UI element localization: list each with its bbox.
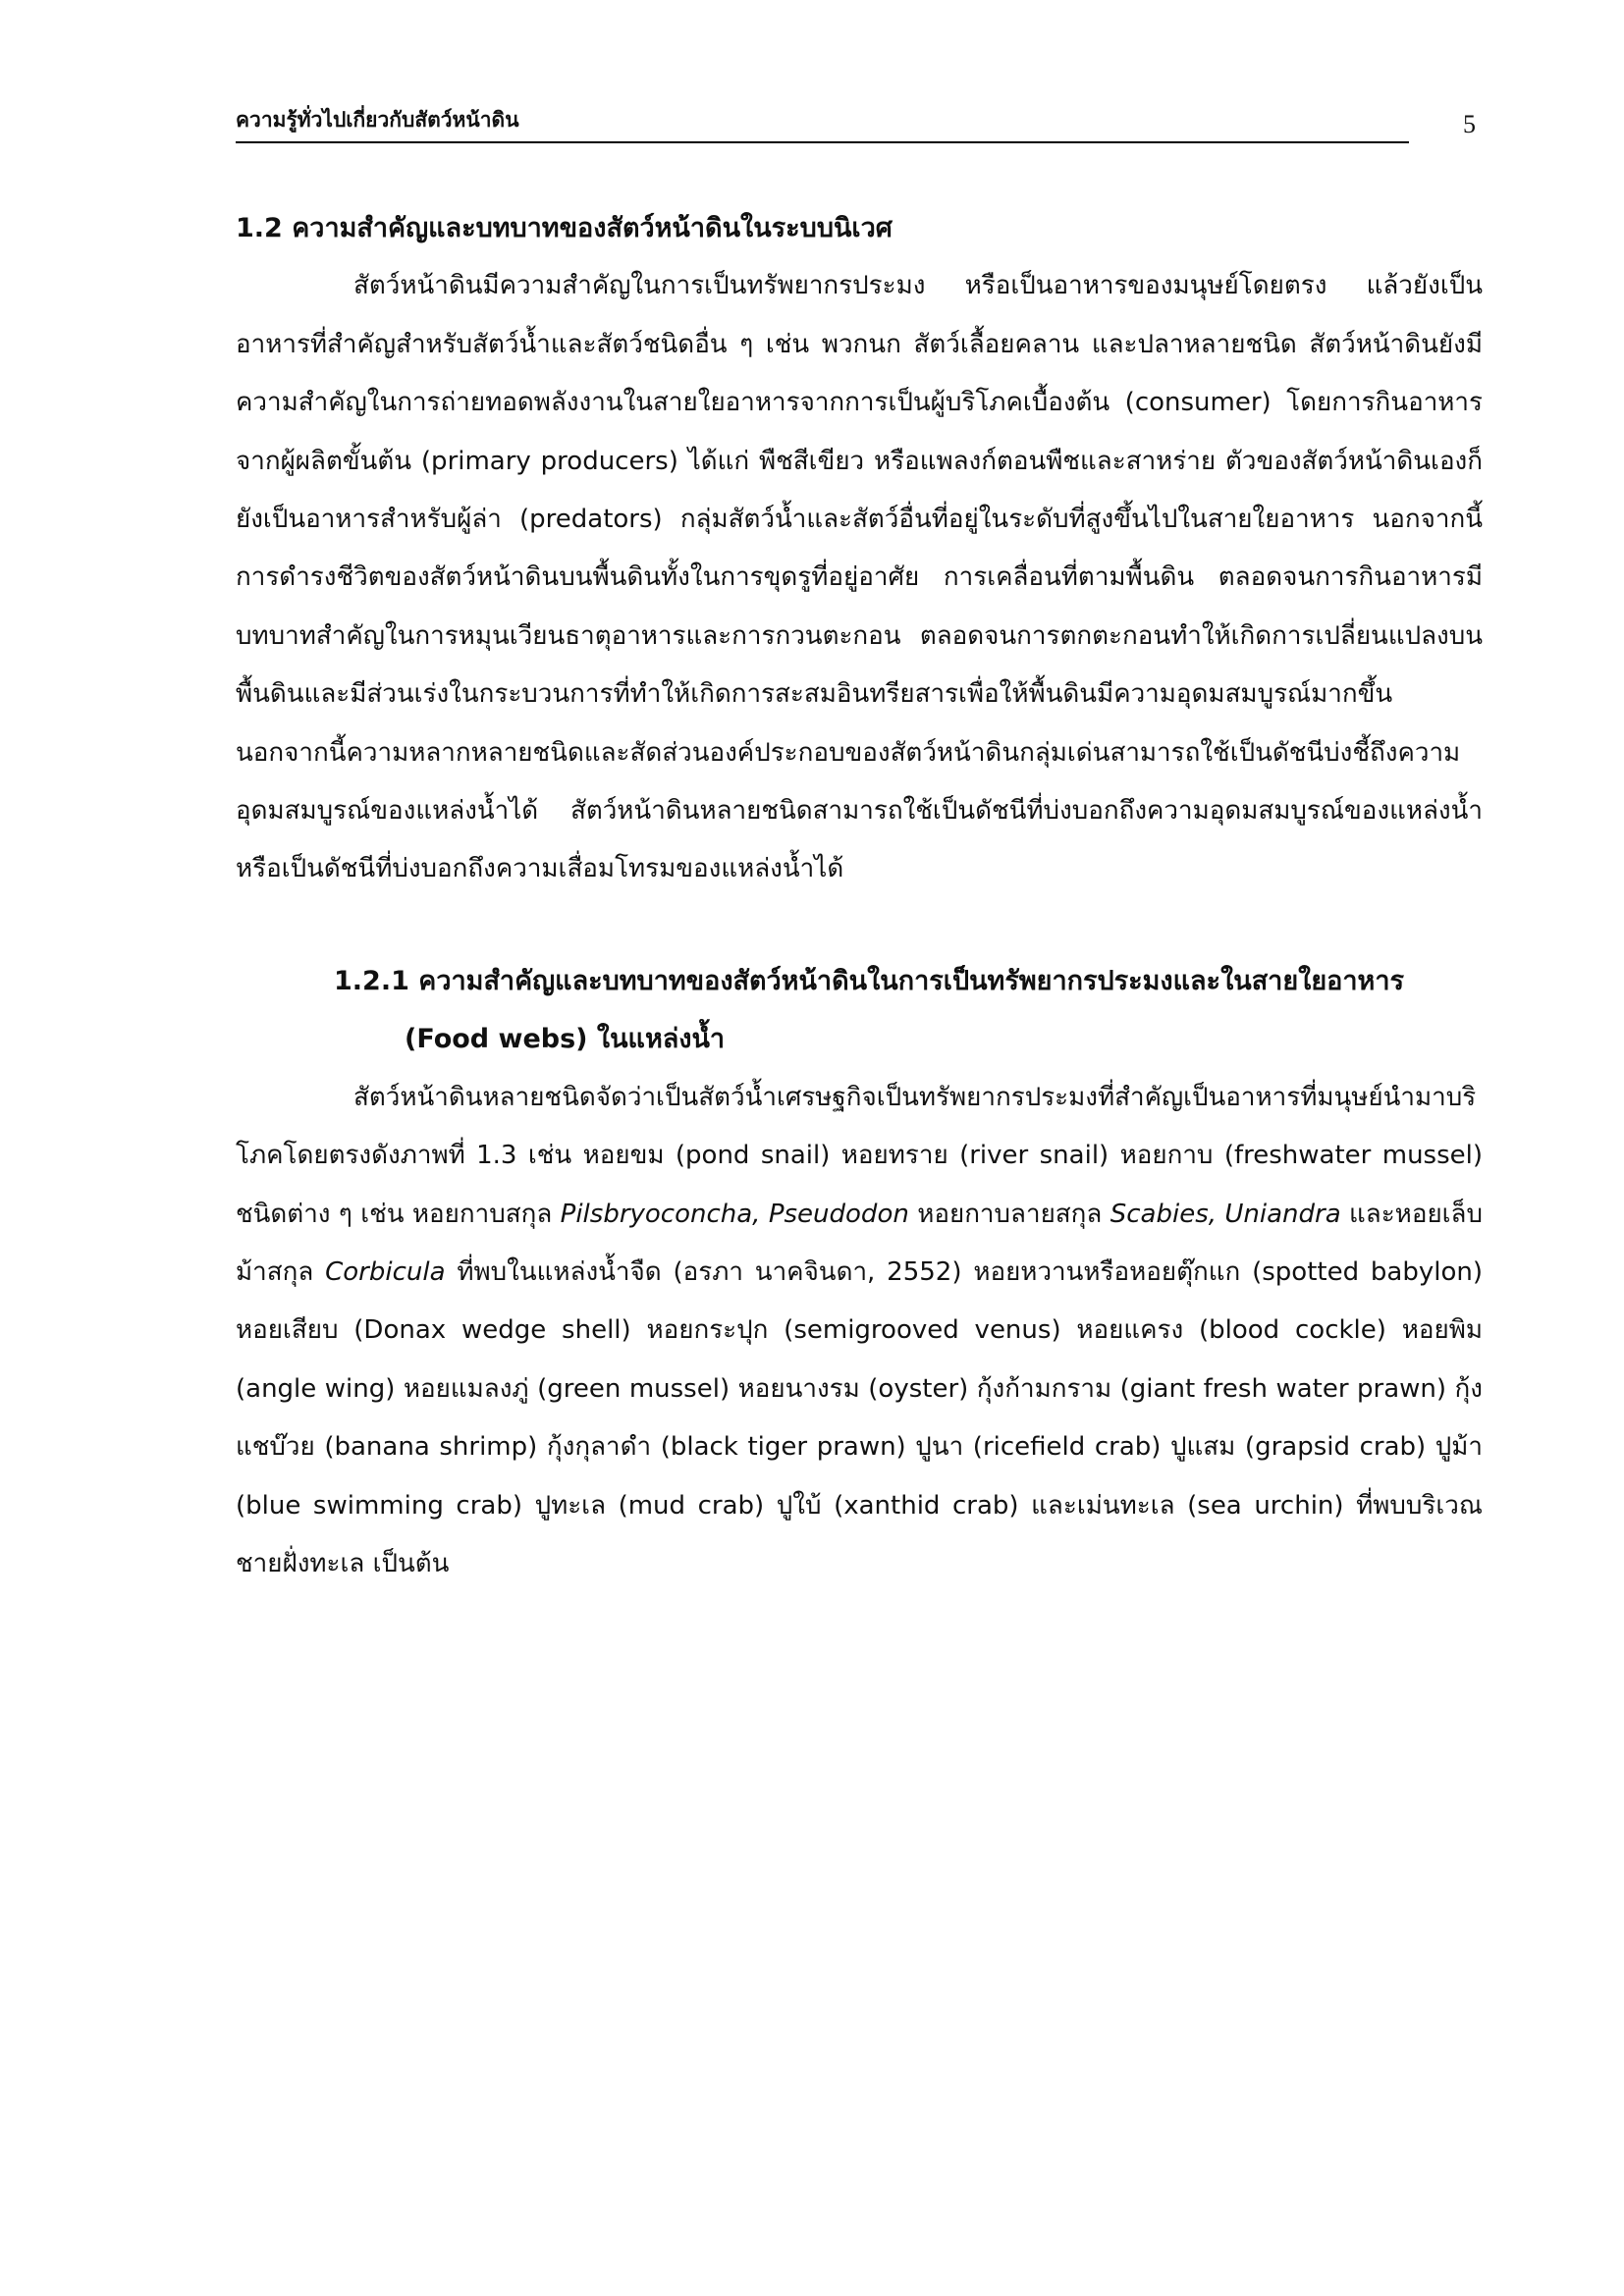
genus-names-3: Corbicula: [325, 1257, 446, 1288]
subsection-paragraph: [236, 1069, 1483, 1594]
paragraph-text-a: สัตว์หน้าดินหลายชนิดจัดว่าเป็นสัตว์น้ำเศรษฐกิจเป็นทรัพยากรประมงที่สำคัญเป็นอาหารที่มนุษย์นำมาบริโภคโดยตรงดังภาพที่ 1.3 เช่น หอยขม (pond snail) หอยทราย (river snail) หอยกาบ (freshwater mussel) ชนิดต่าง ๆ เช่น หอยกาบสกุล: [236, 1082, 1483, 1229]
paragraph-text-b: หอยกาบลายสกุล: [908, 1199, 1110, 1229]
genus-names-1: Pilsbryoconcha, Pseudodon: [560, 1199, 909, 1229]
subsection-heading: [236, 952, 1483, 1069]
subsection-heading-line-1: 1.2.1 ความสำคัญและบทบาทของสัตว์หน้าดินในการเป็นทรัพยากรประมงและในสายใยอาหาร: [334, 966, 1405, 996]
running-title: ความรู้ทั่วไปเกี่ยวกับสัตว์หน้าดิน: [236, 108, 519, 132]
running-header: [236, 98, 1409, 143]
page-number: 5: [1463, 110, 1476, 138]
section-1-2-1: [236, 952, 1483, 1593]
paragraph-text-d: ที่พบในแหล่งน้ำจืด (อรภา นาคจินดา, 2552) หอยหวานหรือหอยตุ๊กแก (spotted babylon) หอยเสียบ (Donax wedge shell) หอยกระปุก (semigrooved venus) หอยแครง (blood cockle) หอยพิม (angle wing) หอยแมลงภู่ (green mussel) หอยนางรม (oyster) กุ้งก้ามกราม (giant fresh water prawn) กุ้งแชบ๊วย (banana shrimp) กุ้งกุลาดำ (black tiger prawn) ปูนา (ricefield crab) ปูแสม (grapsid crab) ปูม้า (blue swimming crab) ปูทะเล (mud crab) ปูใบ้ (xanthid crab) และเม่นทะเล (sea urchin) ที่พบบริเวณชายฝั่งทะเล เป็นต้น: [236, 1257, 1483, 1579]
genus-names-2: Scabies, Uniandra: [1110, 1199, 1341, 1229]
section-heading: 1.2 ความสำคัญและบทบาทของสัตว์หน้าดินในระบบนิเวศ: [236, 213, 893, 243]
section-paragraph: สัตว์หน้าดินมีความสำคัญในการเป็นทรัพยากรประมง หรือเป็นอาหารของมนุษย์โดยตรง แล้วยังเป็นอาหารที่สำคัญสำหรับสัตว์น้ำและสัตว์ชนิดอื่น ๆ เช่น พวกนก สัตว์เลื้อยคลาน และปลาหลายชนิด สัตว์หน้าดินยังมีความสำคัญในการถ่ายทอดพลังงานในสายใยอาหารจากการเป็นผู้บริโภคเบื้องต้น (consumer) โดยการกินอาหารจากผู้ผลิตขั้นต้น (primary producers) ได้แก่ พืชสีเขียว หรือแพลงก์ตอนพืชและสาหร่าย ตัวของสัตว์หน้าดินเองก็ยังเป็นอาหารสำหรับผู้ล่า (predators) กลุ่มสัตว์น้ำและสัตว์อื่นที่อยู่ในระดับที่สูงขึ้นไปในสายใยอาหาร นอกจากนี้การดำรงชีวิตของสัตว์หน้าดินบนพื้นดินทั้งในการขุดรูที่อยู่อาศัย การเคลื่อนที่ตามพื้นดิน ตลอดจนการกินอาหารมีบทบาทสำคัญในการหมุนเวียนธาตุอาหารและการกวนตะกอน ตลอดจนการตกตะกอนทำให้เกิดการเปลี่ยนแปลงบนพื้นดินและมีส่วนเร่งในกระบวนการที่ทำให้เกิดการสะสมอินทรียสารเพื่อให้พื้นดินมีความอุดมสมบูรณ์มากขึ้น นอกจากนี้ความหลากหลายชนิดและสัดส่วนองค์ประกอบของสัตว์หน้าดินกลุ่มเด่นสามารถใช้เป็นดัชนีบ่งชี้ถึงความอุดมสมบูรณ์ของแหล่งน้ำได้ สัตว์หน้าดินหลายชนิดสามารถใช้เป็นดัชนีที่บ่งบอกถึงความอุดมสมบูรณ์ของแหล่งน้ำ หรือเป็นดัชนีที่บ่งบอกถึงความเสื่อมโทรมของแหล่งน้ำได้: [236, 271, 1483, 884]
subsection-heading-line-2: (Food webs) ในแหล่งน้ำ: [405, 1024, 726, 1055]
section-1-2: [236, 199, 1483, 899]
paragraph-text-c: และหอยเล็บม้าสกุล: [236, 1199, 1483, 1288]
